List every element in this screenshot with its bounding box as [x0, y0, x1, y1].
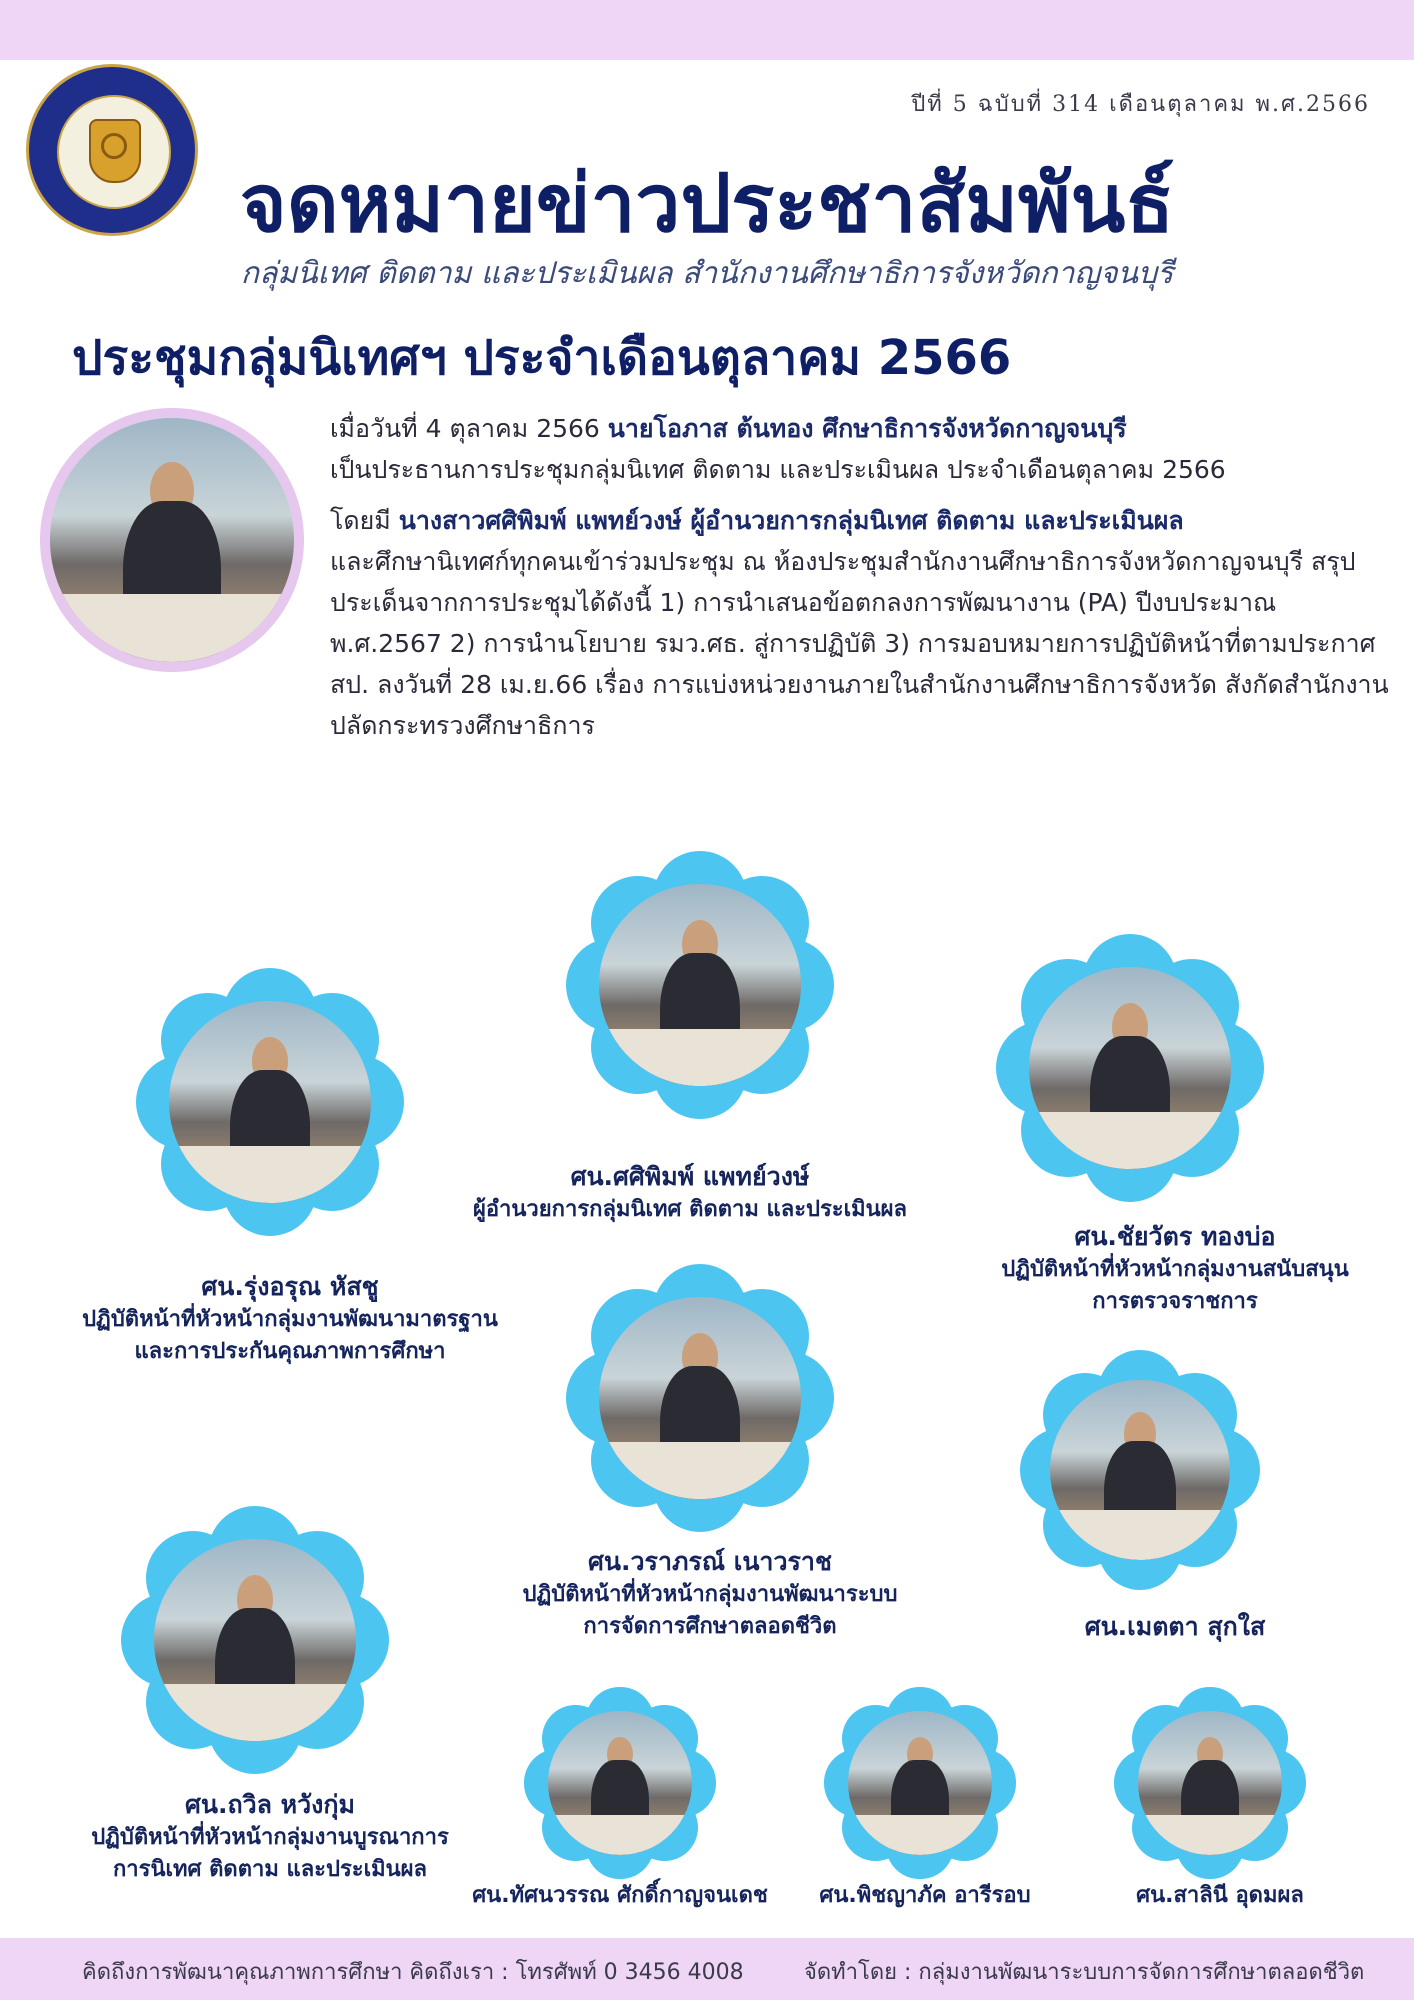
- caption-metta: ศน.เมตตา สุกใส: [1084, 1612, 1266, 1641]
- photo-rungarun: [169, 1001, 371, 1203]
- photo-salinee: [1138, 1711, 1282, 1855]
- photo-waraporn-frame: [563, 1261, 836, 1534]
- photo-metta: [1050, 1380, 1230, 1560]
- photo-thawin: [154, 1539, 356, 1741]
- photo-sasiphim-frame: [563, 848, 836, 1121]
- caption-salinee: ศน.สาลินี อุดมผล: [1136, 1883, 1304, 1908]
- photo-phitchayaphak-frame: [822, 1685, 1017, 1880]
- photo-thatsanawan: [548, 1711, 692, 1855]
- top-band: [0, 0, 1414, 60]
- footer-contact: คิดถึงการพัฒนาคุณภาพการศึกษา คิดถึงเรา : โทรศัพท์ 0 3456 4008: [82, 1960, 744, 1985]
- caption-chaiwat: ศน.ชัยวัตร ทองบ่อ ปฏิบัติหน้าที่หัวหน้ากลุ่มงานสนับสนุน การตรวจราชการ: [1001, 1222, 1349, 1314]
- photo-metta-frame: [1018, 1348, 1262, 1592]
- photo-thawin-frame: [118, 1503, 391, 1776]
- photo-thatsanawan-frame: [522, 1685, 717, 1880]
- newsletter-title: จดหมายข่าวประชาสัมพันธ์: [239, 157, 1175, 250]
- photo-rungarun-frame: [133, 965, 406, 1238]
- caption-thawin: ศน.ถวิล หวังกุ่ม ปฏิบัติหน้าที่หัวหน้ากลุ่มงานบูรณาการ การนิเทศ ติดตาม และประเมินผล: [91, 1790, 449, 1882]
- newsletter-subtitle: กลุ่มนิเทศ ติดตาม และประเมินผล สำนักงานศึกษาธิการจังหวัดกาญจนบุรี: [240, 256, 1174, 291]
- caption-waraporn: ศน.วราภรณ์ เนาวราช ปฏิบัติหน้าที่หัวหน้ากลุ่มงานพัฒนาระบบ การจัดการศึกษาตลอดชีวิต: [522, 1547, 898, 1639]
- director-name: นางสาวศศิพิมพ์ แพทย์วงษ์ ผู้อำนวยการกลุ่มนิเทศ ติดตาม และประเมินผล: [398, 506, 1184, 535]
- paragraph-2: โดยมี นางสาวศศิพิมพ์ แพทย์วงษ์ ผู้อำนวยการกลุ่มนิเทศ ติดตาม และประเมินผล และศึกษานิเทศก์ทุกคนเข้าร่วมประชุม ณ ห้องประชุมสำนักงานศึกษาธิการจังหวัดกาญจนบุรี สรุปประเด็นจากการประชุมได้ดังนี้ 1) การนำเสนอข้อตกลงการพัฒนางาน (PA) ปีงบประมาณ พ.ศ.2567 2) การนำนโยบาย รมว.ศธ. สู่การปฏิบัติ 3) การมอบหมายการปฏิบัติหน้าที่ตามประกาศ สป. ลงวันที่ 28 เม.ย.66 เรื่อง การแบ่งหน่วยงานภายในสำนักงานศึกษาธิการจังหวัด สังกัดสำนักงานปลัดกระทรวงศึกษาธิการ: [330, 506, 1389, 740]
- photo-salinee-frame: [1112, 1685, 1307, 1880]
- photo-phitchayaphak: [848, 1711, 992, 1855]
- footer-producer: จัดทำโดย : กลุ่มงานพัฒนาระบบการจัดการศึกษาตลอดชีวิต: [804, 1960, 1365, 1985]
- chairman-photo-frame: [40, 408, 304, 672]
- caption-sasiphim: ศน.ศศิพิมพ์ แพทย์วงษ์ ผู้อำนวยการกลุ่มนิเทศ ติดตาม และประเมินผล: [472, 1162, 908, 1222]
- caption-rungarun: ศน.รุ่งอรุณ หัสชู ปฏิบัติหน้าที่หัวหน้ากลุ่มงานพัฒนามาตรฐาน และการประกันคุณภาพการศึกษา: [82, 1272, 498, 1364]
- issue-info: ปีที่ 5 ฉบับที่ 314 เดือนตุลาคม พ.ศ.2566: [911, 92, 1370, 117]
- article-headline: ประชุมกลุ่มนิเทศฯ ประจำเดือนตุลาคม 2566: [72, 330, 1012, 386]
- photo-waraporn: [599, 1297, 801, 1499]
- chairman-name: นายโอภาส ต้นทอง ศึกษาธิการจังหวัดกาญจนบุรี: [607, 414, 1127, 443]
- photo-sasiphim: [599, 884, 801, 1086]
- paragraph-1: เมื่อวันที่ 4 ตุลาคม 2566 นายโอภาส ต้นทอง ศึกษาธิการจังหวัดกาญจนบุรี เป็นประธานการประชุมกลุ่มนิเทศ ติดตาม และประเมินผล ประจำเดือนตุลาคม 2566: [330, 414, 1226, 484]
- chairman-photo: [50, 418, 294, 662]
- photo-chaiwat: [1029, 967, 1231, 1169]
- caption-thatsanawan: ศน.ทัศนวรรณ ศักดิ์กาญจนเดช: [472, 1883, 768, 1908]
- article-body: [330, 408, 1390, 756]
- caption-phitchayaphak: ศน.พิชญาภัค อารีรอบ: [819, 1883, 1031, 1908]
- photo-chaiwat-frame: [993, 931, 1266, 1204]
